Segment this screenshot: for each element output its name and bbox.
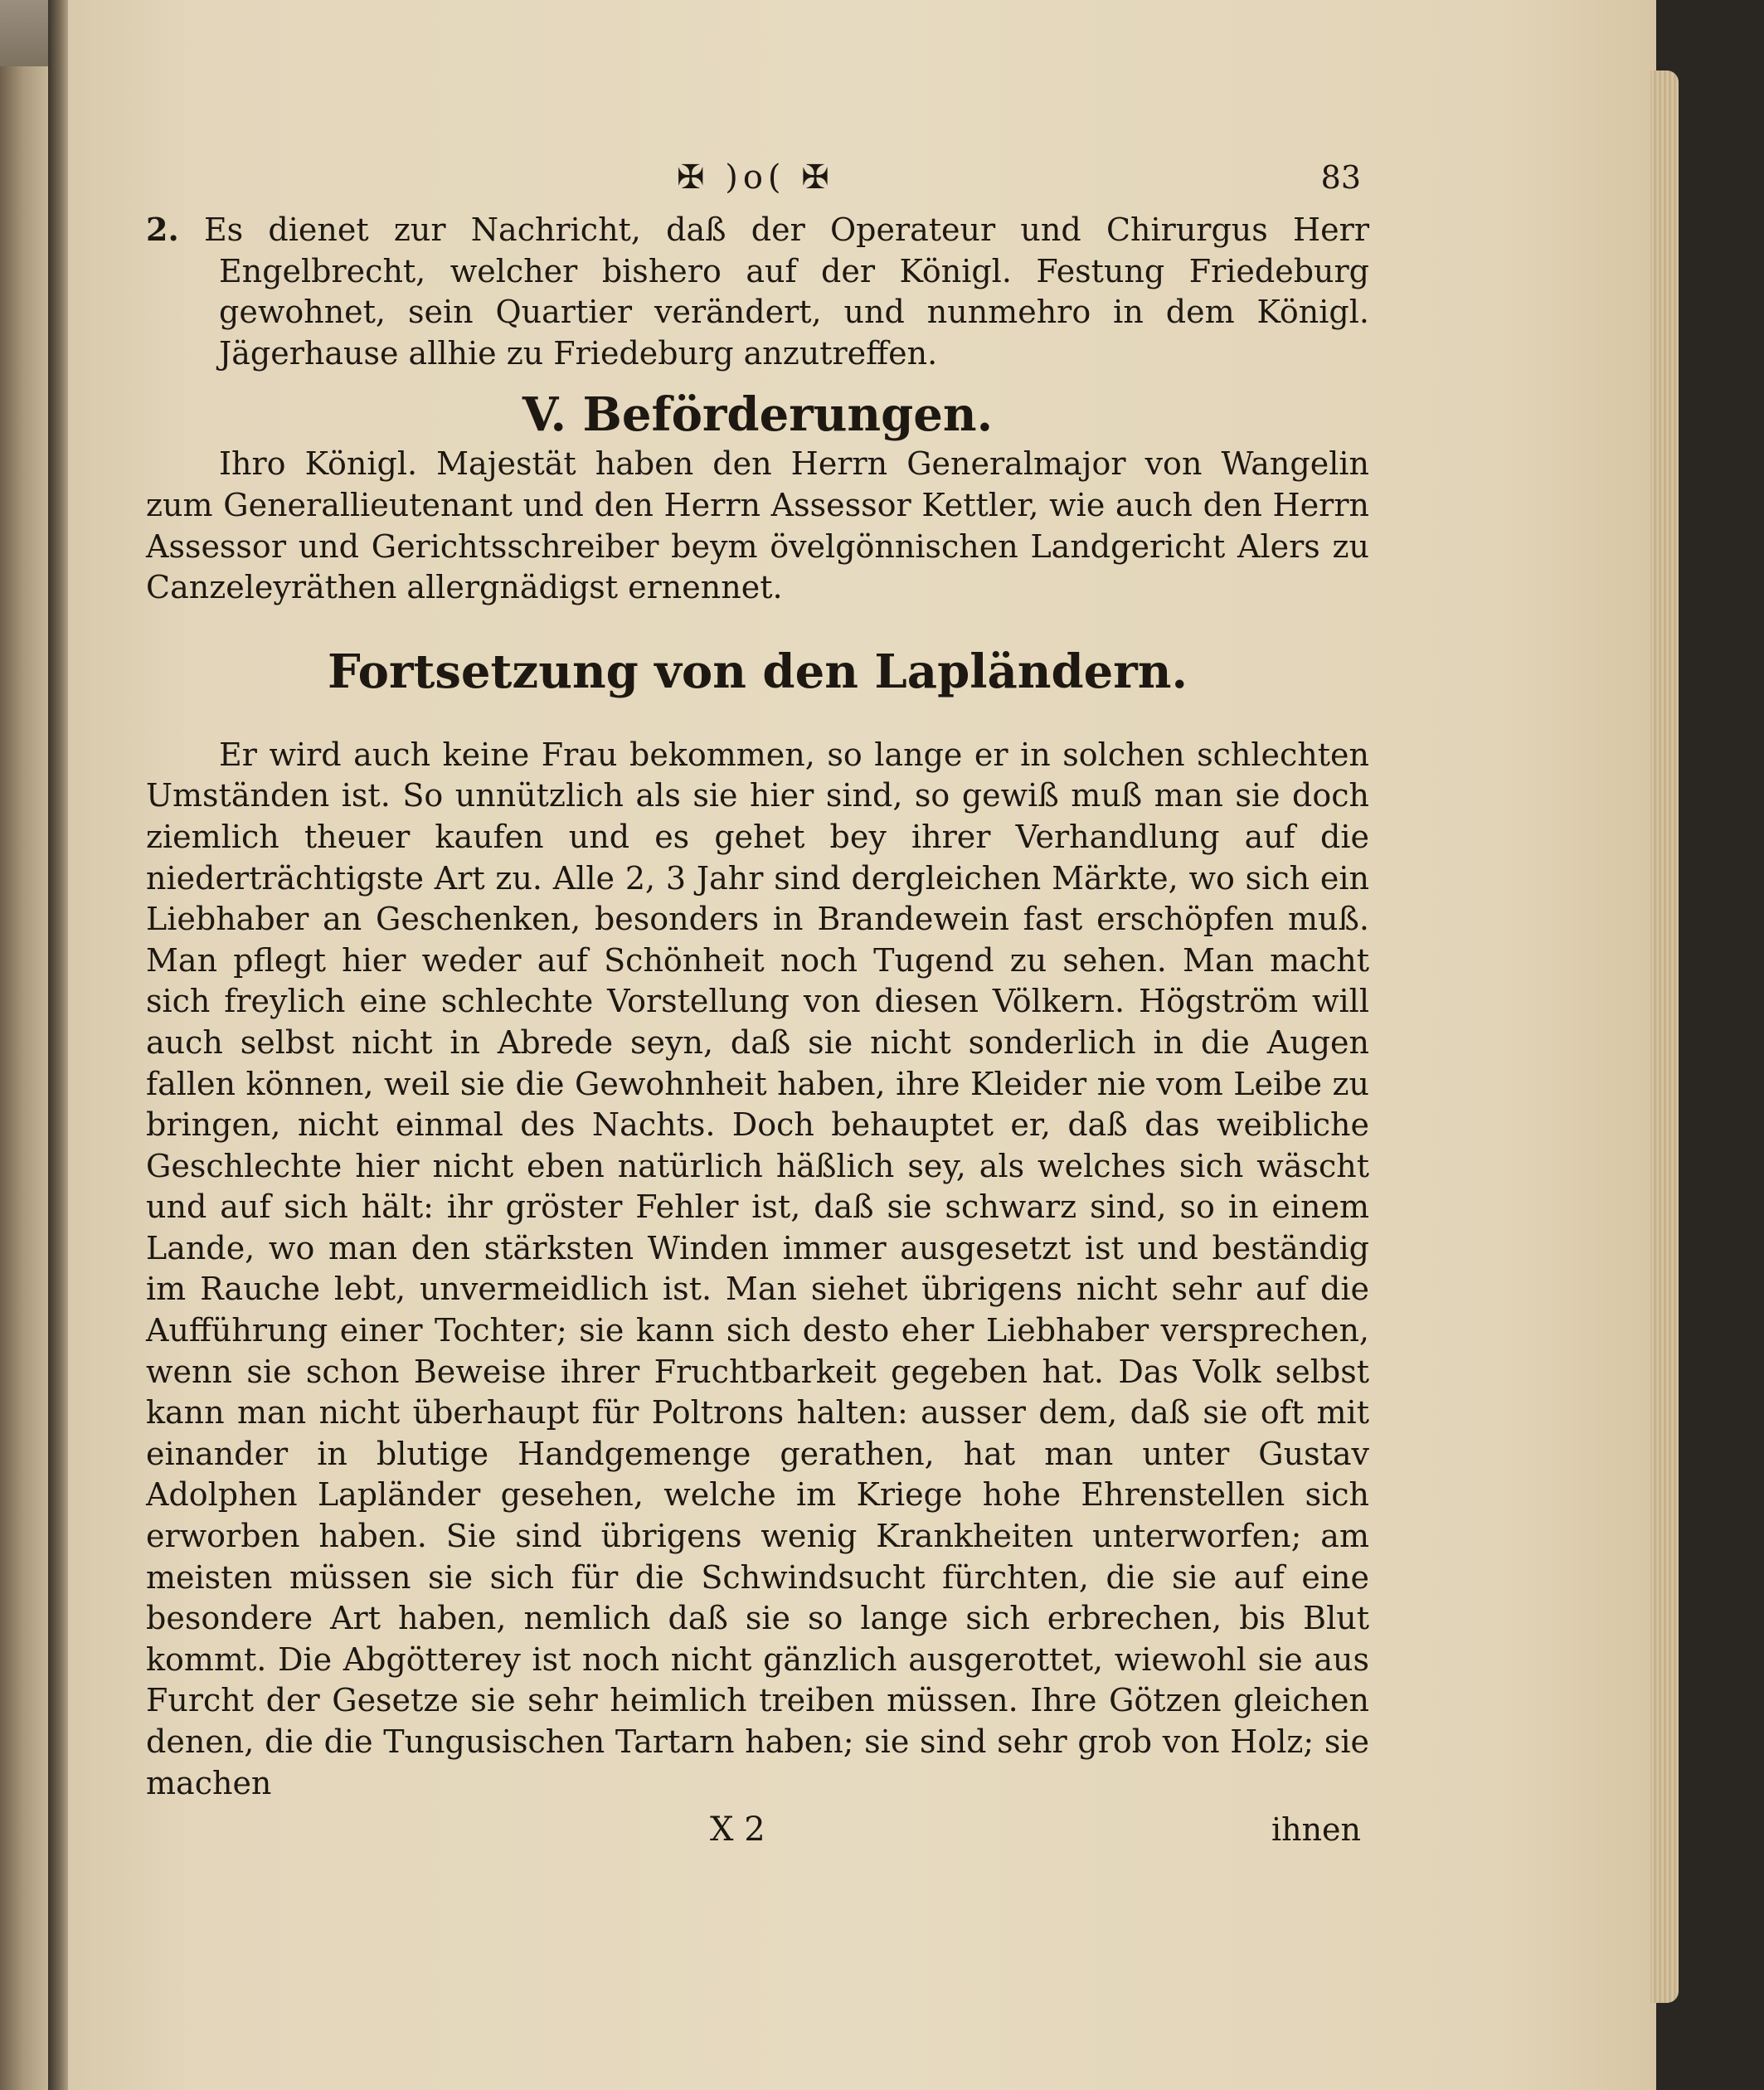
- page-header: [146, 149, 1361, 207]
- section-heading: V. Beförderungen.: [522, 387, 994, 443]
- page-stack-edge: [1650, 70, 1679, 2003]
- section-paragraph: Ihro Königl. Majestät haben den Herrn Generalmajor von Wangelin zum Generallieutenant und den Herrn Assessor Kettler, wie auch den Herrn Assessor und Gerichtsschreiber beym övelgönnischen Landgericht Alers zu Canzeleyräthen allergnädigst ernennet.: [146, 445, 1369, 606]
- book-gutter: [48, 0, 70, 2090]
- running-head: ✠ )o( ✠: [677, 158, 834, 197]
- notice-number: 2.: [146, 211, 179, 248]
- notice-paragraph: [146, 209, 1369, 374]
- page-content: [146, 149, 1369, 1855]
- article-paragraph: Er wird auch keine Frau bekommen, so lange er in solchen schlechten Umständen ist. So unnützlich als sie hier sind, so gewiß muß man sie doch ziemlich theuer kaufen und es gehet bey ihrer Verhandlung auf die niederträchtigste Art zu. Alle 2, 3 Jahr sind dergleichen Märkte, wo sich ein Liebhaber an Geschenken, besonders in Brandewein fast erschöpfen muß. Man pflegt hier weder auf Schönheit noch Tugend zu sehen. Man macht sich freylich eine schlechte Vorstellung von diesen Völkern. Högström will auch selbst nicht in Abrede seyn, daß sie nicht sonderlich in die Augen fallen können, weil sie die Gewohnheit haben, ihre Kleider nie vom Leibe zu bringen, nicht einmal des Nachts. Doch behauptet er, daß das weibliche Geschlechte hier nicht eben natürlich häßlich sey, als welches sich wäscht und auf sich hält: ihr gröster Fehler ist, daß sie schwarz sind, so in einem Lande, wo man den stärksten Winden immer ausgesetzt ist und beständig im Rauche lebt, unvermeidlich ist. Man siehet übrigens nicht sehr auf die Aufführung einer Tochter; sie kann sich desto eher Liebhaber versprechen, wenn sie schon Beweise ihrer Fruchtbarkeit gegeben hat. Das Volk selbst kann man nicht überhaupt für Poltrons halten: ausser dem, daß sie oft mit einander in blutige Handgemenge gerathen, hat man unter Gustav Adolphen Lapländer gesehen, welche im Kriege hohe Ehrenstellen sich erworben haben. Sie sind übrigens wenig Krankheiten unterworfen; am meisten müssen sie sich für die Schwindsucht fürchten, die sie auf eine besondere Art haben, nemlich daß sie so lange sich erbrechen, bis Blut kommt. Die Abgötterey ist noch nicht gänzlich ausgerottet, wiewohl sie aus Furcht der Gesetze sie sehr heimlich treiben müssen. Ihre Götzen gleichen denen, die die Tungusischen Tartarn haben; sie sind sehr grob von Holz; sie machen: [146, 736, 1369, 1801]
- signature-mark: X 2: [710, 1811, 765, 1849]
- notice-text: Es dienet zur Nachricht, daß der Operateur und Chirurgus Herr Engelbrecht, welcher bishero auf der Königl. Festung Friedeburg gewohnet, sein Quartier verändert, und nunmehro in dem Königl. Jägerhause allhie zu Friedeburg anzutreffen.: [203, 211, 1369, 372]
- catchword: ihnen: [1271, 1811, 1361, 1849]
- page-number: 83: [1320, 159, 1361, 197]
- article-title: Fortsetzung von den Lapländern.: [327, 644, 1188, 699]
- page-footer: [146, 1806, 1361, 1855]
- left-page-edge: [0, 0, 51, 2090]
